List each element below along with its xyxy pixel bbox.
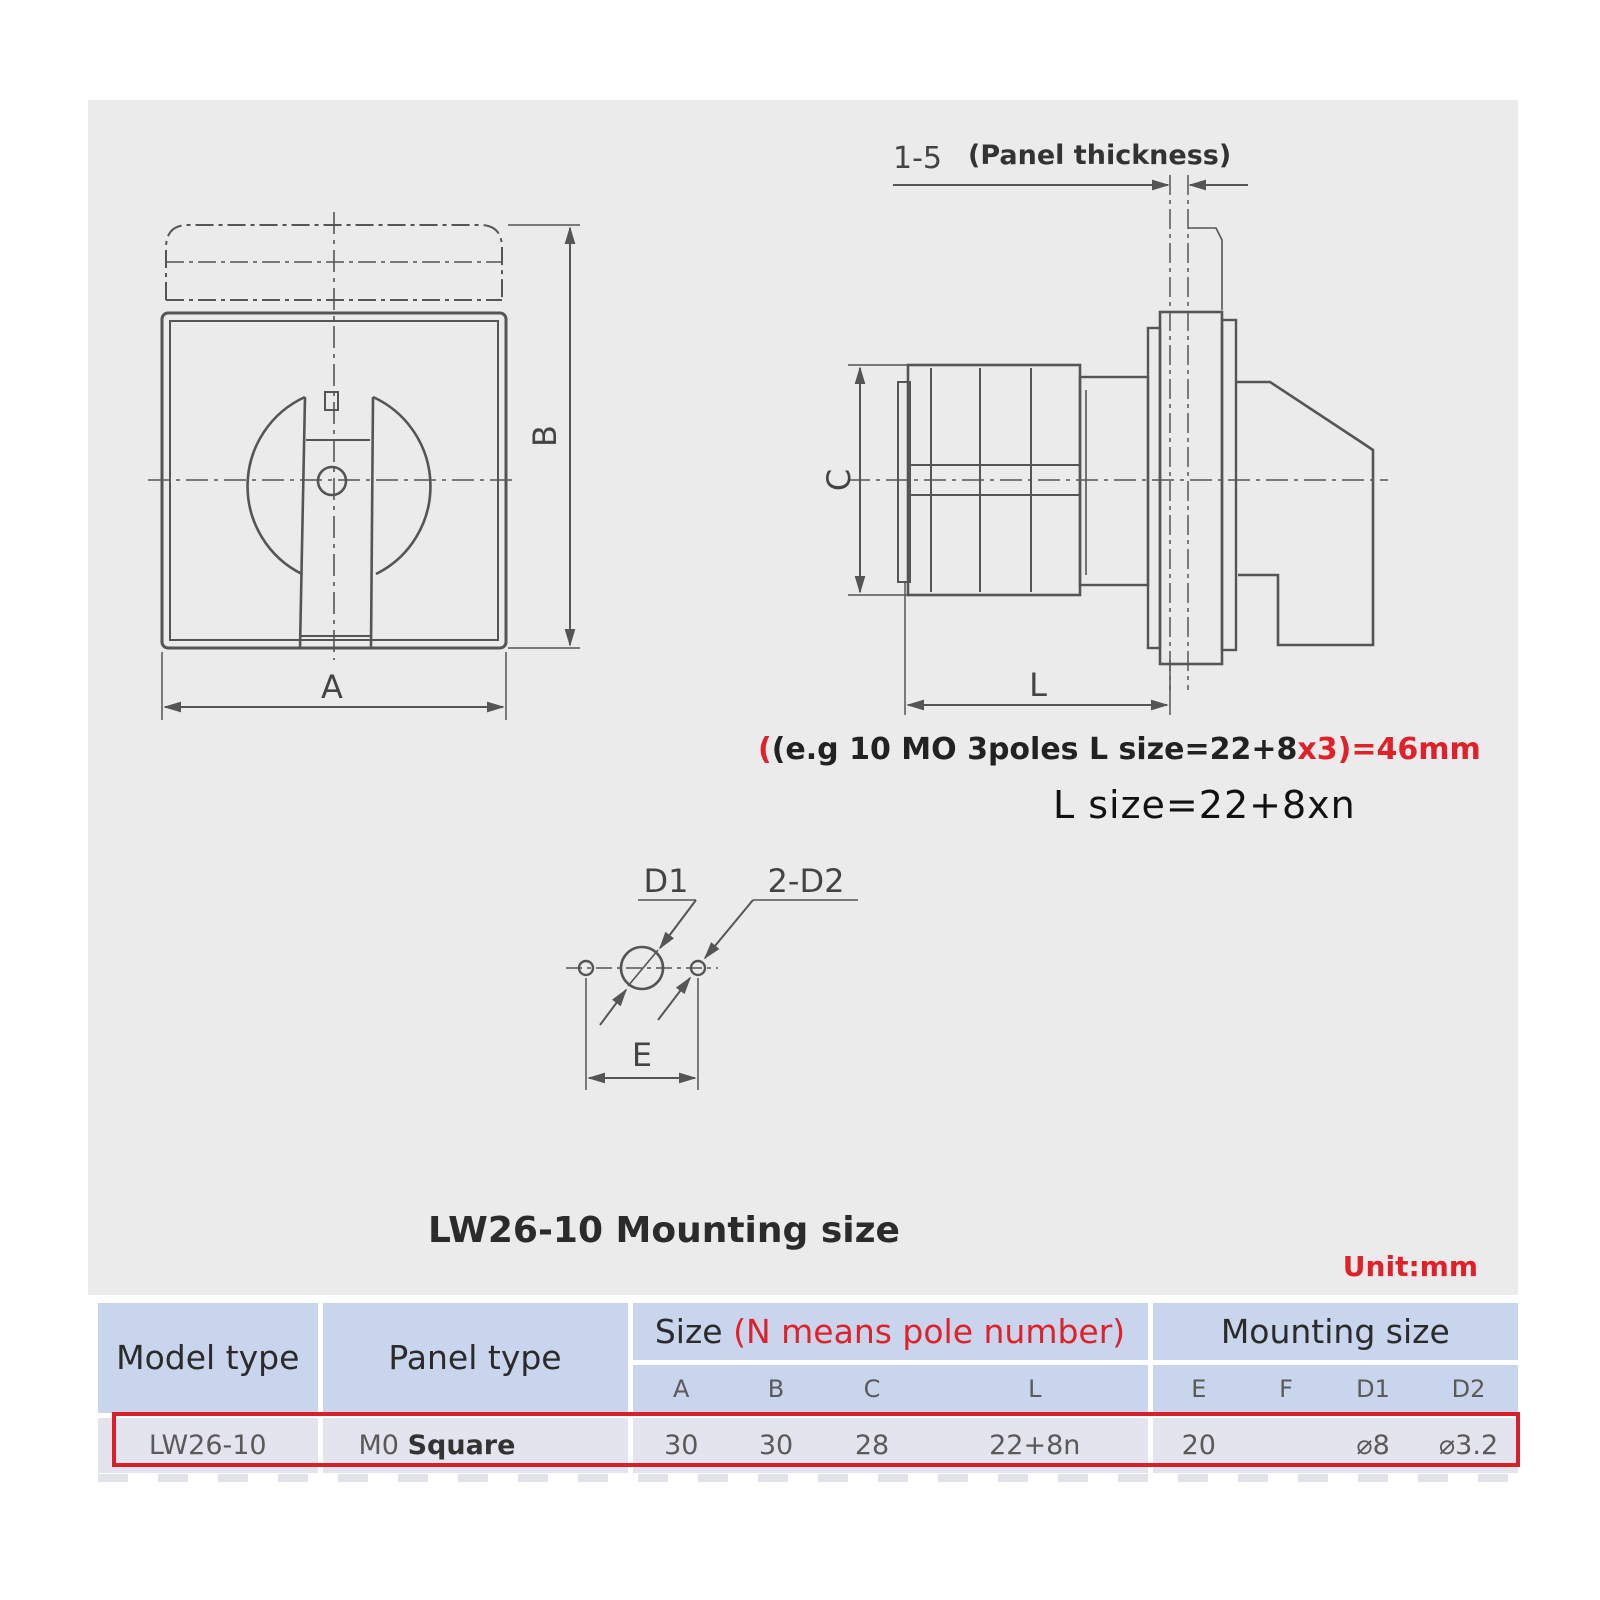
header-mounting-size: Mounting size bbox=[1150, 1303, 1518, 1362]
col-e: E bbox=[1150, 1362, 1245, 1415]
cell-a: 30 bbox=[630, 1415, 730, 1473]
col-l: L bbox=[922, 1362, 1150, 1415]
cell-b: 30 bbox=[730, 1415, 822, 1473]
col-c: C bbox=[822, 1362, 922, 1415]
cell-l: 22+8n bbox=[922, 1415, 1150, 1473]
panel-thickness-note: (Panel thickness) bbox=[968, 140, 1232, 171]
hole-pattern bbox=[566, 900, 858, 1090]
example-paren: ( bbox=[758, 732, 772, 767]
example-calculation bbox=[758, 732, 1481, 767]
cell-model: LW26-10 bbox=[98, 1415, 320, 1473]
header-size-label: Size bbox=[654, 1311, 723, 1351]
cell-panel bbox=[320, 1415, 630, 1473]
panel-thickness-range: 1-5 bbox=[893, 141, 942, 176]
cell-d1: ⌀8 bbox=[1327, 1415, 1419, 1473]
dim-label-a: A bbox=[321, 668, 343, 706]
dim-label-d1: D1 bbox=[643, 862, 689, 900]
header-panel-type: Panel type bbox=[320, 1303, 630, 1415]
front-view bbox=[148, 212, 580, 720]
unit-label: Unit:mm bbox=[1342, 1250, 1478, 1283]
dim-label-e: E bbox=[631, 1036, 653, 1074]
cell-e: 20 bbox=[1150, 1415, 1245, 1473]
l-size-formula: L size=22+8xn bbox=[1053, 783, 1356, 827]
example-prefix: (e.g 10 MO 3poles L size=22+8 bbox=[771, 732, 1298, 767]
col-b: B bbox=[730, 1362, 822, 1415]
cropped-row-edge bbox=[98, 1474, 1518, 1482]
dim-label-c: C bbox=[820, 468, 858, 492]
header-model-type: Model type bbox=[98, 1303, 320, 1415]
drawing-panel bbox=[88, 100, 1518, 1295]
dim-label-b: B bbox=[526, 425, 564, 447]
dim-label-2d2: 2-D2 bbox=[767, 862, 845, 900]
technical-drawing bbox=[88, 100, 1518, 1295]
spec-table bbox=[98, 1303, 1518, 1473]
dim-label-l: L bbox=[1029, 666, 1047, 704]
cell-panel-shape: Square bbox=[407, 1429, 516, 1461]
cell-panel-prefix: M0 bbox=[358, 1429, 399, 1461]
side-view bbox=[848, 175, 1388, 715]
example-suffix: x3)=46mm bbox=[1297, 732, 1481, 767]
table-row bbox=[98, 1415, 1518, 1473]
col-d2: D2 bbox=[1419, 1362, 1518, 1415]
cell-d2: ⌀3.2 bbox=[1419, 1415, 1518, 1473]
drawing-caption: LW26-10 Mounting size bbox=[428, 1210, 900, 1251]
header-size-note: (N means pole number) bbox=[733, 1311, 1126, 1351]
cell-c: 28 bbox=[822, 1415, 922, 1473]
cell-f bbox=[1245, 1415, 1327, 1473]
col-f: F bbox=[1245, 1362, 1327, 1415]
header-size bbox=[630, 1303, 1150, 1362]
col-a: A bbox=[630, 1362, 730, 1415]
col-d1: D1 bbox=[1327, 1362, 1419, 1415]
